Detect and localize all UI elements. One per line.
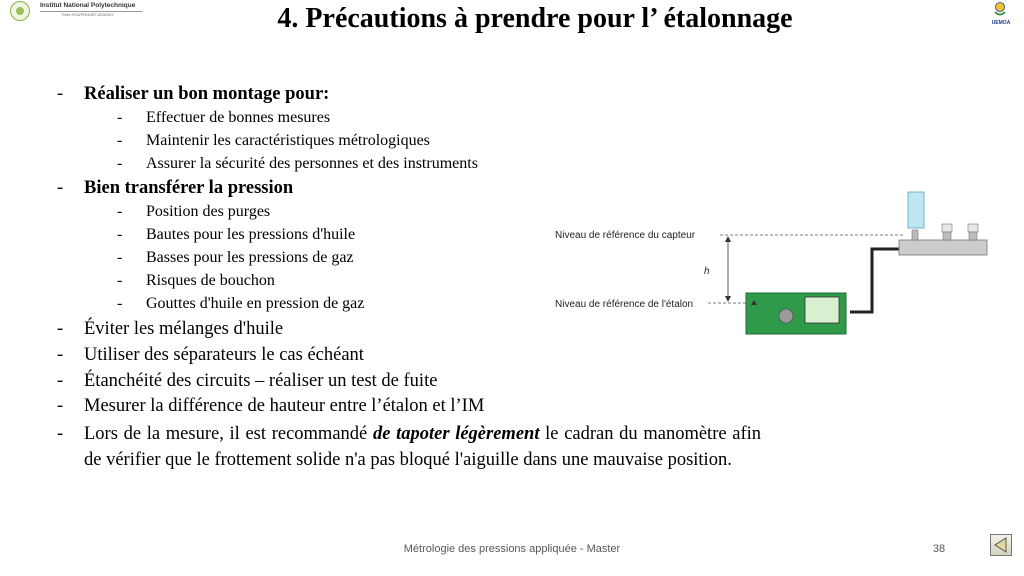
sub-bullet-text: Assurer la sécurité des personnes et des instruments <box>146 155 478 172</box>
sub-bullet-text: Maintenir les caractéristiques métrologiques <box>146 132 430 149</box>
sub-bullet-item <box>117 155 478 173</box>
sub-bullet-item <box>117 226 355 244</box>
sub-bullet-text: Risques de bouchon <box>146 272 275 289</box>
bullet-text: Utiliser des séparateurs le cas échéant <box>84 345 364 365</box>
purge-valve-stem <box>943 232 951 240</box>
bullet-dash: - <box>117 155 123 172</box>
bullet-dash: - <box>117 203 123 220</box>
capteur-reference-label: Niveau de référence du capteur <box>555 230 696 241</box>
bullet-dash: - <box>57 396 64 416</box>
bullet-item <box>57 345 364 366</box>
purge-valve-stem <box>969 232 977 240</box>
arrow-head-up-icon <box>725 236 731 242</box>
sub-bullet-text: Position des purges <box>146 203 271 220</box>
etalon-knob-icon <box>779 309 793 323</box>
paragraph-text-before: Lors de la mesure, il est recommandé <box>84 424 373 444</box>
bullet-dash: - <box>117 272 123 289</box>
arrow-head-down-icon <box>725 296 731 302</box>
paragraph-text-after: le cadran du manomètre afin de vérifier que le frottement solide n'a pas bloqué l'aiguille dans une mauvaise position. <box>84 424 762 470</box>
bullet-dash: - <box>57 345 64 365</box>
bullet-dash: - <box>57 319 64 339</box>
sub-bullet-text: Basses pour les pressions de gaz <box>146 249 354 266</box>
height-symbol: h <box>704 266 710 277</box>
sub-bullet-item <box>117 132 430 150</box>
test-bench <box>899 240 987 255</box>
institution-subtitle: Félix HOUPHOUËT-BOIGNY <box>62 12 114 17</box>
bullet-dash: - <box>117 132 123 149</box>
bullet-text: Étanchéité des circuits – réaliser un test de fuite <box>84 371 438 391</box>
sub-bullet-item <box>117 109 330 127</box>
bullet-dash: - <box>57 371 64 391</box>
bullet-item-tapoter <box>57 421 761 473</box>
uemoa-label: UEMOA <box>991 20 1011 26</box>
sub-bullet-item <box>117 203 270 221</box>
bullet-item-pression <box>57 178 293 199</box>
bullet-item <box>57 396 484 417</box>
sub-bullet-item <box>117 295 364 313</box>
bullet-dash: - <box>117 226 123 243</box>
institution-name: Institut National Polytechnique <box>40 2 136 9</box>
bullet-label: Réaliser un bon montage pour: <box>84 84 330 104</box>
bullet-item-montage <box>57 84 329 105</box>
sub-bullet-text: Effectuer de bonnes mesures <box>146 109 331 126</box>
page-number: 38 <box>932 543 946 555</box>
bullet-item <box>57 371 437 392</box>
sub-bullet-item <box>117 249 354 267</box>
sub-bullet-item <box>117 272 275 290</box>
sub-bullet-text: Bautes pour les pressions d'huile <box>146 226 356 243</box>
bullet-dash: - <box>57 84 64 104</box>
bullet-text: Éviter les mélanges d'huile <box>84 319 284 339</box>
bullet-paragraph <box>84 421 761 473</box>
purge-valve-icon <box>968 224 978 232</box>
bullet-dash: - <box>117 249 123 266</box>
etalon-display <box>805 297 839 323</box>
bullet-dash: - <box>57 424 64 444</box>
bullet-dash: - <box>117 109 123 126</box>
bullet-item <box>57 319 283 340</box>
back-arrow-icon <box>991 535 1011 555</box>
bullet-dash: - <box>117 295 123 312</box>
pressure-sensor <box>908 192 924 228</box>
calibration-setup-diagram <box>550 188 1000 338</box>
etalon-reference-label: Niveau de référence de l'étalon <box>555 299 694 310</box>
purge-valve-icon <box>942 224 952 232</box>
slide-title: 4. Précautions à prendre pour l’ étalonnage <box>277 3 793 34</box>
sub-bullet-text: Gouttes d'huile en pression de gaz <box>146 295 365 312</box>
bullet-dash: - <box>57 178 64 198</box>
back-button[interactable] <box>990 534 1012 556</box>
sensor-mount <box>912 230 918 240</box>
footer-text: Métrologie des pressions appliquée - Master <box>403 543 621 555</box>
pressure-pipe <box>850 249 910 312</box>
bullet-text: Mesurer la différence de hauteur entre l’étalon et l’IM <box>84 396 485 416</box>
bullet-label: Bien transférer la pression <box>84 178 294 198</box>
paragraph-emphasis: de tapoter légèrement <box>372 424 540 444</box>
